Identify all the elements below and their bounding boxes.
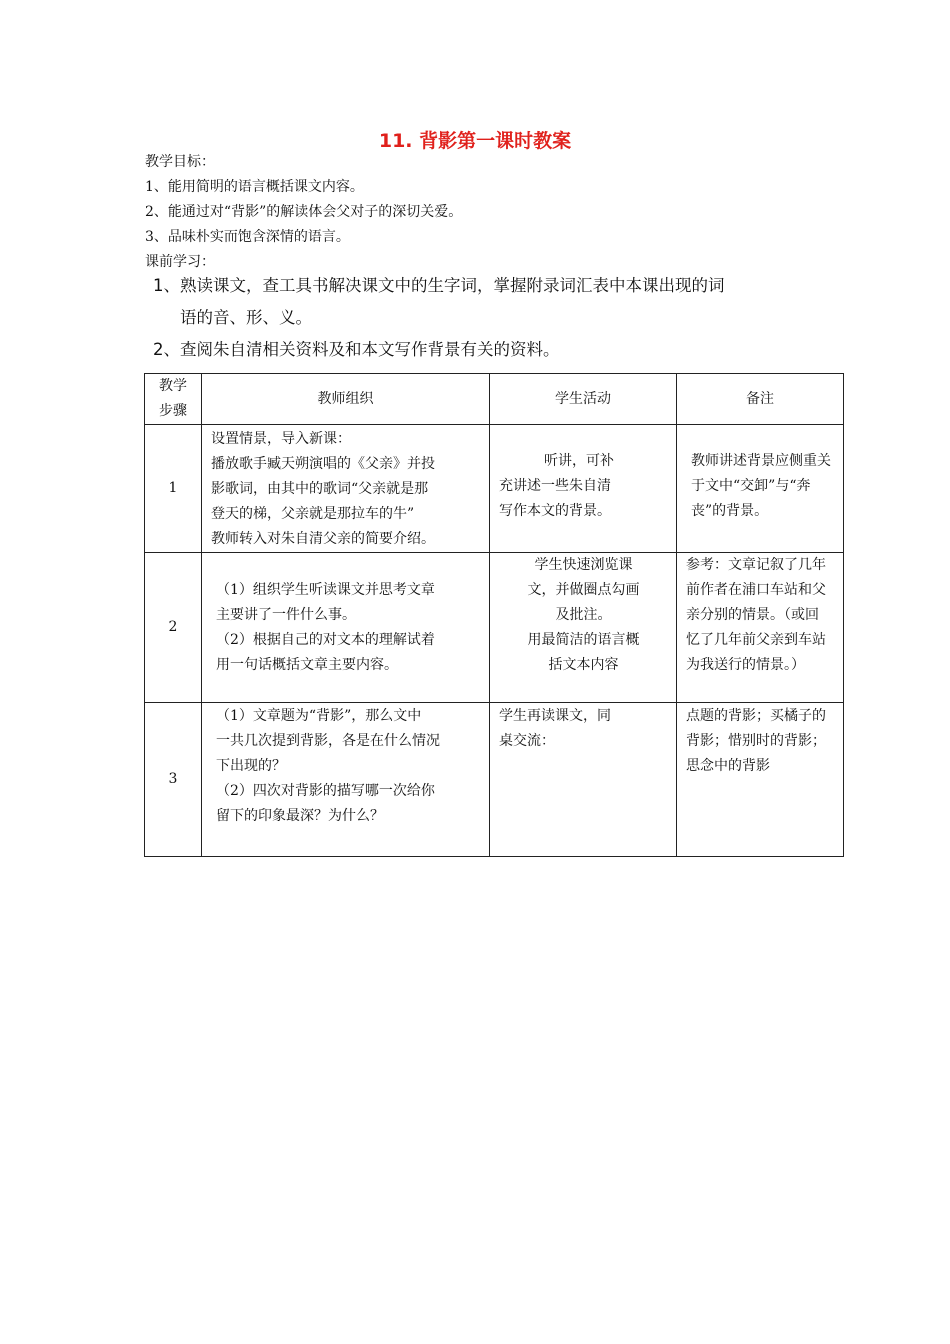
header-step-line: 步骤 [159, 403, 187, 419]
cell-line: 括文本内容 [548, 657, 619, 673]
cell-line: 留下的印象最深？为什么？ [216, 808, 384, 824]
cell-line: 主要讲了一件什么事。 [216, 607, 356, 623]
goal-item: 3、品味朴实而饱含深情的语言。 [145, 229, 350, 245]
cell-line: 用最简洁的语言概 [527, 632, 640, 648]
goal-item: 1、能用简明的语言概括课文内容。 [145, 179, 364, 195]
teacher-cell [202, 553, 490, 703]
student-cell [490, 703, 677, 857]
cell-line: （2）根据自己的对文本的理解试着 [216, 632, 435, 648]
cell-line: 思念中的背影 [686, 758, 770, 774]
cell-line: 听讲，可补 [544, 453, 614, 469]
table-header-row [145, 374, 844, 425]
cell-line: （2）四次对背影的描写哪一次给你 [216, 783, 435, 799]
cell-line: 忆了几年前父亲到车站 [686, 632, 826, 648]
teacher-cell [202, 425, 490, 553]
cell-line: 充讲述一些朱自清 [499, 478, 611, 494]
cell-line: 用一句话概括文章主要内容。 [216, 657, 398, 673]
student-cell [490, 553, 677, 703]
cell-line: 参考：文章记叙了几年 [686, 557, 826, 573]
prep-heading: 课前学习： [145, 254, 215, 270]
cell-line: 登天的梯，父亲就是那拉车的牛” [211, 506, 415, 522]
header-note: 备注 [677, 374, 844, 425]
cell-line: 点题的背影；买橘子的 [686, 708, 826, 724]
goals-heading: 教学目标： [145, 154, 215, 170]
cell-line: 一共几次提到背影，各是在什么情况 [216, 733, 440, 749]
cell-line: 学生再读课文，同 [499, 708, 611, 724]
step-number: 2 [145, 553, 202, 703]
cell-line: 文，并做圈点勾画 [527, 582, 640, 598]
step-number: 1 [145, 425, 202, 553]
cell-line: 为我送行的情景。） [686, 657, 805, 673]
cell-line: 设置情景，导入新课： [211, 431, 351, 447]
header-step-line: 教学 [159, 378, 187, 394]
teacher-cell [202, 703, 490, 857]
cell-line: 影歌词，由其中的歌词“父亲就是那 [211, 481, 429, 497]
cell-line: 写作本文的背景。 [499, 503, 611, 519]
cell-line: （1）文章题为“背影”，那么文中 [216, 708, 422, 724]
table-row [145, 425, 844, 553]
document-title: 11. 背影第一课时教案 [378, 130, 572, 152]
prep-item-1-line-2: 语的音、形、义。 [180, 308, 312, 327]
note-cell [677, 425, 844, 553]
header-step [145, 374, 202, 425]
cell-line: 教师讲述背景应侧重关 [691, 453, 831, 469]
cell-line: 于文中“交卸”与“奔 [691, 478, 811, 494]
cell-line: 及批注。 [555, 607, 612, 623]
table-row [145, 703, 844, 857]
prep-item-2: 2、查阅朱自清相关资料及和本文写作背景有关的资料。 [153, 340, 560, 359]
header-student: 学生活动 [490, 374, 677, 425]
step-number: 3 [145, 703, 202, 857]
cell-line: 教师转入对朱自清父亲的简要介绍。 [211, 531, 435, 547]
student-cell [490, 425, 677, 553]
cell-line: 桌交流： [499, 733, 555, 749]
cell-line: 丧”的背景。 [691, 503, 769, 519]
table-row [145, 553, 844, 703]
header-teacher: 教师组织 [202, 374, 490, 425]
cell-line: 学生快速浏览课 [534, 557, 633, 573]
prep-item-1-line-1: 1、熟读课文，查工具书解决课文中的生字词，掌握附录词汇表中本课出现的词 [153, 276, 725, 295]
cell-line: 背影；惜别时的背影； [686, 733, 826, 749]
cell-line: 播放歌手臧天朔演唱的《父亲》并投 [211, 456, 435, 472]
cell-line: （1）组织学生听读课文并思考文章 [216, 582, 435, 598]
note-cell [677, 553, 844, 703]
cell-line: 下出现的？ [216, 758, 286, 774]
goal-item: 2、能通过对“背影”的解读体会父对子的深切关爱。 [145, 204, 463, 220]
cell-line: 亲分别的情景。（或回 [686, 607, 819, 623]
cell-line: 前作者在浦口车站和父 [686, 582, 826, 598]
lesson-plan-table [144, 373, 844, 857]
note-cell [677, 703, 844, 857]
